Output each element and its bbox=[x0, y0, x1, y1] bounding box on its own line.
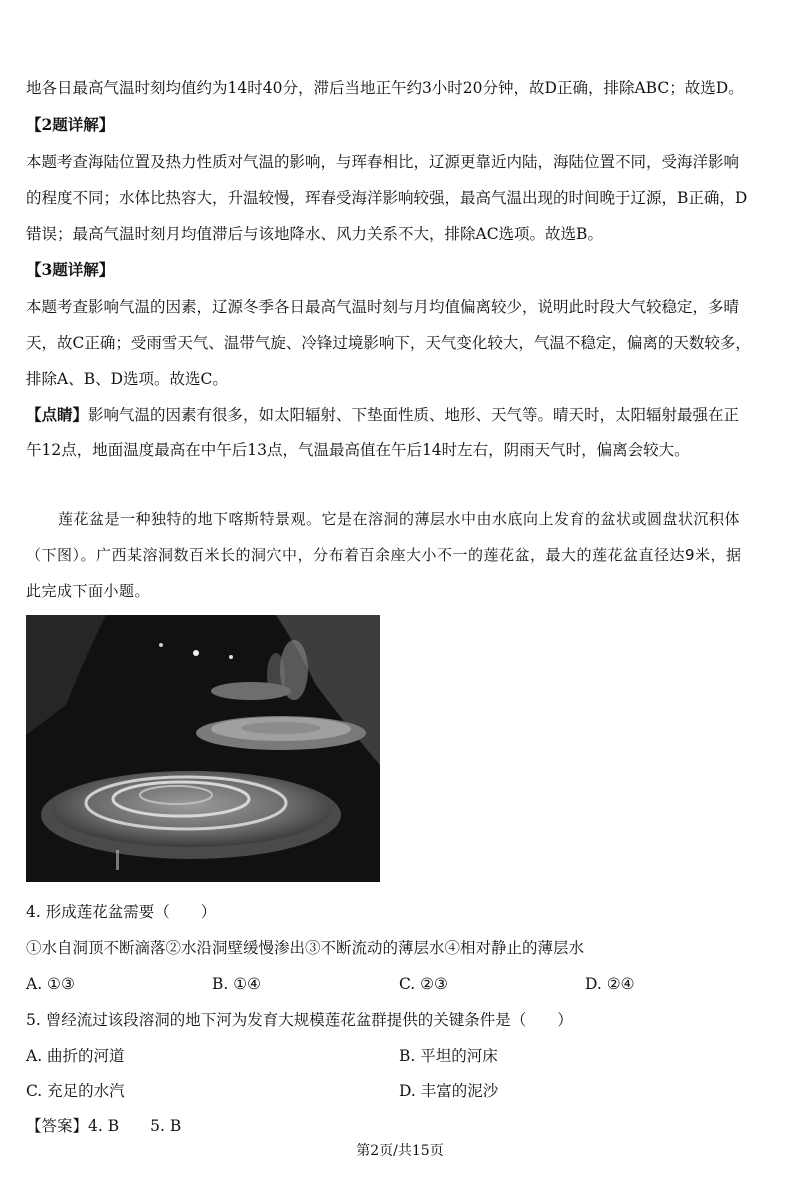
q5-option-d[interactable]: D. 丰富的泥沙 bbox=[399, 1082, 499, 1100]
question-4-stem: 4. 形成莲花盆需要（ ） bbox=[26, 903, 217, 921]
q4-option-c[interactable]: C. ②③ bbox=[399, 975, 448, 993]
q5-option-c[interactable]: C. 充足的水汽 bbox=[26, 1082, 125, 1100]
q5-option-a[interactable]: A. 曲折的河道 bbox=[26, 1047, 125, 1065]
page-number: 第2页/共15页 bbox=[356, 1143, 444, 1159]
q5-option-b[interactable]: B. 平坦的河床 bbox=[399, 1047, 498, 1065]
text-line: 天，故C正确；受雨雪天气、温带气旋、冷锋过境影响下，天气变化较大，气温不稳定，偏离的天数较多， bbox=[26, 334, 751, 352]
text-line: 的程度不同；水体比热容大，升温较慢，珲春受海洋影响较强，最高气温出现的时间晚于辽源，B正确，D bbox=[26, 189, 748, 207]
section-heading: 【2题详解】 bbox=[26, 115, 115, 134]
passage-line: 莲花盆是一种独特的地下喀斯特景观。它是在溶洞的薄层水中由水底向上发育的盆状或圆盘状沉积体 bbox=[58, 510, 741, 528]
q4-option-b[interactable]: B. ①④ bbox=[212, 975, 262, 993]
q4-option-a[interactable]: A. ①③ bbox=[26, 975, 75, 993]
tip-heading: 【点睛】 bbox=[26, 405, 89, 424]
q4-option-d[interactable]: D. ②④ bbox=[585, 975, 635, 993]
passage-line: 此完成下面小题。 bbox=[26, 582, 151, 600]
text-line: 本题考查影响气温的因素，辽源冬季各日最高气温时刻与月均值偏离较少，说明此时段大气较稳定，多晴 bbox=[26, 298, 740, 316]
question-4-items: ①水自洞顶不断滴落②水沿洞壁缓慢渗出③不断流动的薄层水④相对静止的薄层水 bbox=[26, 939, 585, 957]
text-line bbox=[26, 405, 774, 425]
question-5-stem: 5. 曾经流过该段溶洞的地下河为发育大规模莲花盆群提供的关键条件是（ ） bbox=[26, 1011, 573, 1029]
text-line: 错误；最高气温时刻月均值滞后与该地降水、风力关系不大，排除AC选项。故选B。 bbox=[26, 225, 603, 243]
text-line: 本题考查海陆位置及热力性质对气温的影响，与珲春相比，辽源更靠近内陆，海陆位置不同，受海洋影响 bbox=[26, 153, 740, 171]
text-line: 地各日最高气温时刻均值约为14时40分，滞后当地正午约3小时20分钟，故D正确，排除ABC；故选D。 bbox=[26, 79, 744, 97]
text-line: 午12点，地面温度最高在中午后13点，气温最高值在午后14时左右，阴雨天气时，偏离会较大。 bbox=[26, 441, 690, 459]
answer-line: 【答案】4. B 5. B bbox=[26, 1117, 182, 1135]
tip-text: 影响气温的因素有很多，如太阳辐射、下垫面性质、地形、天气等。晴天时，太阳辐射最强在正 bbox=[88, 406, 740, 424]
passage-line: （下图）。广西某溶洞数百米长的洞穴中，分布着百余座大小不一的莲花盆，最大的莲花盆直径达9米，据 bbox=[26, 546, 742, 564]
section-heading: 【3题详解】 bbox=[26, 260, 115, 279]
lotus-basin-photo bbox=[26, 615, 380, 882]
text-line: 排除A、B、D选项。故选C。 bbox=[26, 370, 228, 388]
